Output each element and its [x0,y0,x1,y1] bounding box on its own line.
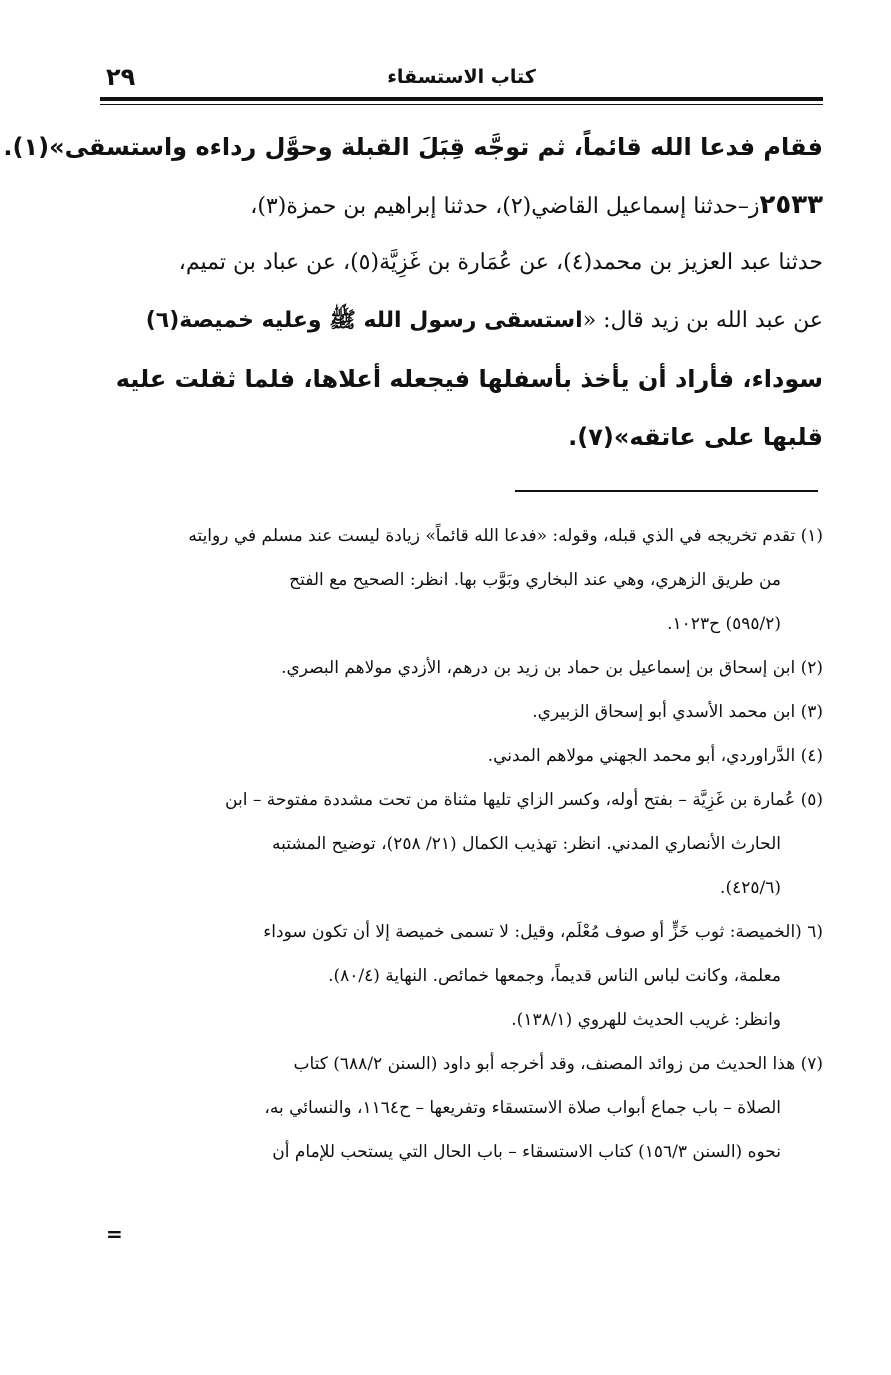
footnote-line: (٧) هذا الحديث من زوائد المصنف، وقد أخرجه أبو داود (السنن ٦٨٨/٢) كتاب [293,1054,823,1074]
continuation-mark: = [106,1222,123,1246]
hadith-line-3: حدثنا عبد العزيز بن محمد(٤)، عن عُمَارة بن غَزِيَّة(٥)، عن عباد بن تميم، [178,250,823,275]
hadith-line-5: سوداء، فأراد أن يأخذ بأسفلها فيجعله أعلاها، فلما ثقلت عليه [115,365,823,393]
footnote-line: من طريق الزهري، وهي عند البخاري وبَوَّب بها. انظر: الصحيح مع الفتح [289,570,781,590]
footnote-line: نحوه (السنن ١٥٦/٣) كتاب الاستسقاء – باب الحال التي يستحب للإمام أن [272,1142,781,1162]
footnotes [100,514,823,1174]
hadith-text [3,118,823,466]
hadith-line-6: قلبها على عاتقه»(٧). [568,423,823,451]
running-title: كتاب الاستسقاء [387,66,536,88]
footnote-line: (١) تقدم تخريجه في الذي قبله، وقوله: «فدعا الله قائماً» زيادة ليست عند مسلم في روايته [188,526,823,546]
page-number: ٢٩ [106,63,136,91]
hadith-isnad-start: ز–حدثنا إسماعيل القاضي(٢)، حدثنا إبراهيم بن حمزة(٣)، [250,194,760,219]
hadith-line-4 [100,292,823,350]
header-rule-thick [100,97,823,101]
hadith-line-2 [100,176,823,234]
footnote-line: (٣) ابن محمد الأسدي أبو إسحاق الزبيري. [532,702,823,722]
footnote-line: (٥) عُمارة بن غَزِيَّة – بفتح أوله، وكسر الزاي تليها مثناة من تحت مشددة مفتوحة – ابن [225,790,823,810]
footnote-line: (٢) ابن إسحاق بن إسماعيل بن حماد بن زيد بن درهم، الأزدي مولاهم البصري. [281,658,823,678]
footnote-separator [515,490,818,492]
header-rule-thin [100,104,823,105]
hadith-matn-start: استسقى رسول الله ﷺ وعليه خميصة(٦) [145,308,583,333]
footnote-line: (٤) الدَّراوردي، أبو محمد الجهني مولاهم المدني. [487,746,823,766]
page-header [100,62,823,96]
footnote-line: الصلاة – باب جماع أبواب صلاة الاستسقاء وتفريعها – ح١١٦٤، والنسائي به، [264,1098,781,1118]
hadith-line-1: فقام فدعا الله قائماً، ثم توجَّه قِبَلَ القبلة وحوَّل رداءه واستسقى»(١). [3,133,823,161]
hadith-number: ٢٥٣٣ [759,190,823,220]
footnote-line: الحارث الأنصاري المدني. انظر: تهذيب الكمال (٢١/ ٢٥٨)، توضيح المشتبه [271,834,781,854]
footnote-line: معلمة، وكانت لباس الناس قديماً، وجمعها خمائص. النهاية (٨٠/٤). [328,966,781,986]
footnote-line: (٥٩٥/٢) ح١٠٢٣. [667,614,781,634]
footnote-line: (٦ (الخميصة: ثوب خَزٍّ أو صوف مُعْلَم، وقيل: لا تسمى خميصة إلا أن تكون سوداء [263,922,823,942]
footnote-line: (٤٢٥/٦). [720,878,781,898]
footnote-line: وانظر: غريب الحديث للهروي (١٣٨/١). [511,1010,781,1030]
hadith-isnad-end: عن عبد الله بن زيد قال: « [582,308,823,333]
